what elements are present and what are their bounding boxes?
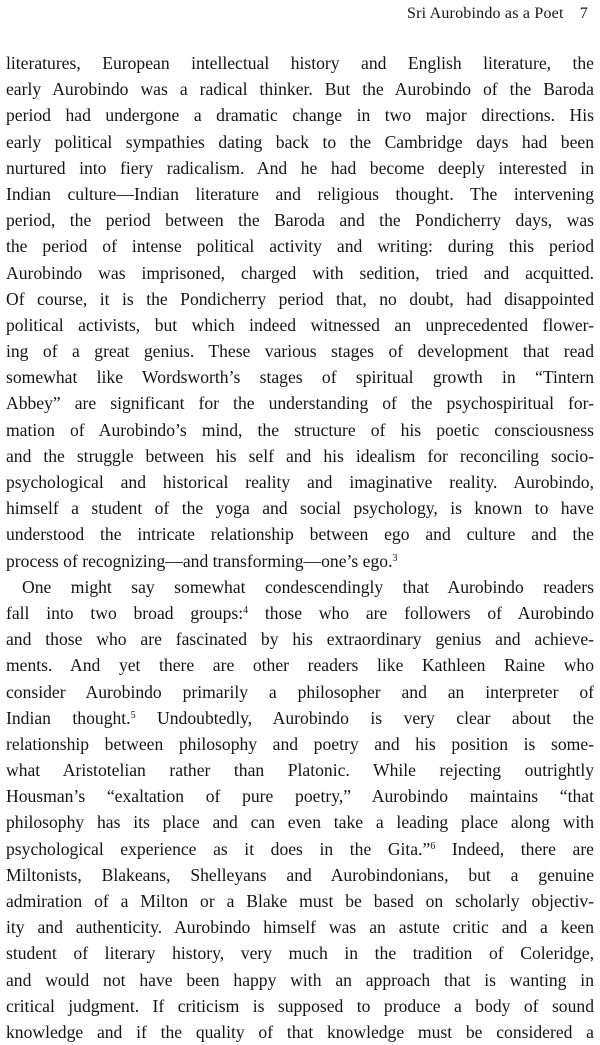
text-line: mation of Aurobindo’s mind, the structure of his poetic consciousness <box>6 419 594 440</box>
page-number: 7 <box>579 5 588 22</box>
body-text <box>6 50 594 1045</box>
text-line: student of literary history, very much in the tradition of Coleridge, <box>6 943 594 964</box>
text-line: Of course, it is the Pondicherry period that, no doubt, had disappointed <box>6 288 594 309</box>
text-line: philosophy has its place and can even take a leading place along with <box>6 812 594 833</box>
text-line: and would not have been happy with an approach that is wanting in <box>6 969 594 990</box>
text-line: relationship between philosophy and poetry and his position is some- <box>6 733 594 754</box>
text-line: ity and authenticity. Aurobindo himself was an astute critic and a keen <box>6 917 594 938</box>
footnote-marker: 6 <box>430 840 436 852</box>
paragraph-1 <box>6 50 594 574</box>
text-line-with-footnote <box>6 548 594 574</box>
text-line: and the struggle between his self and his idealism for reconciling socio- <box>6 445 594 466</box>
text-line: Miltonists, Blakeans, Shelleyans and Aurobindonians, but a genuine <box>6 864 594 885</box>
text-fragment: Undoubtedly, Aurobindo is very clear about the <box>135 707 594 728</box>
text-line: admiration of a Milton or a Blake must be based on scholarly objectiv- <box>6 891 594 911</box>
text-line: Housman’s “exaltation of pure poetry,” Aurobindo maintains “that <box>6 786 594 807</box>
text-line: and those who are fascinated by his extraordinary genius and achieve- <box>6 629 594 650</box>
text-line: One might say somewhat condescendingly that Aurobindo readers <box>22 576 594 597</box>
footnote-marker: 3 <box>392 552 398 564</box>
text-line: period had undergone a dramatic change in two major directions. His <box>6 105 594 126</box>
text-fragment: those who are followers of Aurobindo <box>248 602 595 623</box>
text-fragment: psychological experience as it does in the Gita.” <box>6 838 431 859</box>
text-line: Abbey” are significant for the understanding of the psychospiritual for- <box>6 393 594 414</box>
text-line: somewhat like Wordsworth’s stages of spiritual growth in “Tintern <box>6 367 594 388</box>
text-fragment: Indian thought. <box>6 707 131 728</box>
paragraph-2 <box>6 574 594 1045</box>
text-line: understood the intricate relationship between ego and culture and the <box>6 524 594 545</box>
text-line: Aurobindo was imprisoned, charged with sedition, tried and acquitted. <box>6 262 594 283</box>
text-line: Indian culture—Indian literature and religious thought. The intervening <box>6 183 594 204</box>
text-fragment: process of recognizing—and transforming—one’s ego. <box>6 550 393 571</box>
text-line-with-footnote <box>6 705 594 731</box>
running-head-title: Sri Aurobindo as a Poet <box>407 5 564 22</box>
text-line: psychological and historical reality and imaginative reality. Aurobindo, <box>6 472 594 492</box>
running-header <box>407 5 588 23</box>
text-line: nurtured into fiery radicalism. And he had become deeply interested in <box>6 157 594 178</box>
footnote-marker: 4 <box>243 604 249 616</box>
text-line-with-footnote <box>6 600 594 626</box>
text-line: political activists, but which indeed witnessed an unprecedented flower- <box>6 314 594 335</box>
text-line: early Aurobindo was a radical thinker. But the Aurobindo of the Baroda <box>6 79 594 100</box>
text-line: period, the period between the Baroda and the Pondicherry days, was <box>6 210 594 231</box>
text-line-with-footnote <box>6 836 594 862</box>
text-line: early political sympathies dating back to the Cambridge days had been <box>6 131 594 152</box>
text-line: what Aristotelian rather than Platonic. While rejecting outrightly <box>6 760 594 781</box>
text-line: knowledge and if the quality of that knowledge must be considered a <box>6 1021 594 1042</box>
text-fragment: Indeed, there are <box>435 838 594 859</box>
text-line: ing of a great genius. These various stages of development that read <box>6 341 594 362</box>
text-line: critical judgment. If criticism is supposed to produce a body of sound <box>6 995 594 1016</box>
text-fragment: fall into two broad groups: <box>6 602 244 623</box>
text-line: himself a student of the yoga and social psychology, is known to have <box>6 498 594 519</box>
footnote-marker: 5 <box>130 709 136 721</box>
text-line: consider Aurobindo primarily a philosopher and an interpreter of <box>6 681 594 702</box>
text-line: literatures, European intellectual history and English literature, the <box>6 53 594 73</box>
text-line: the period of intense political activity and writing: during this period <box>6 236 594 257</box>
text-line: ments. And yet there are other readers like Kathleen Raine who <box>6 655 594 676</box>
